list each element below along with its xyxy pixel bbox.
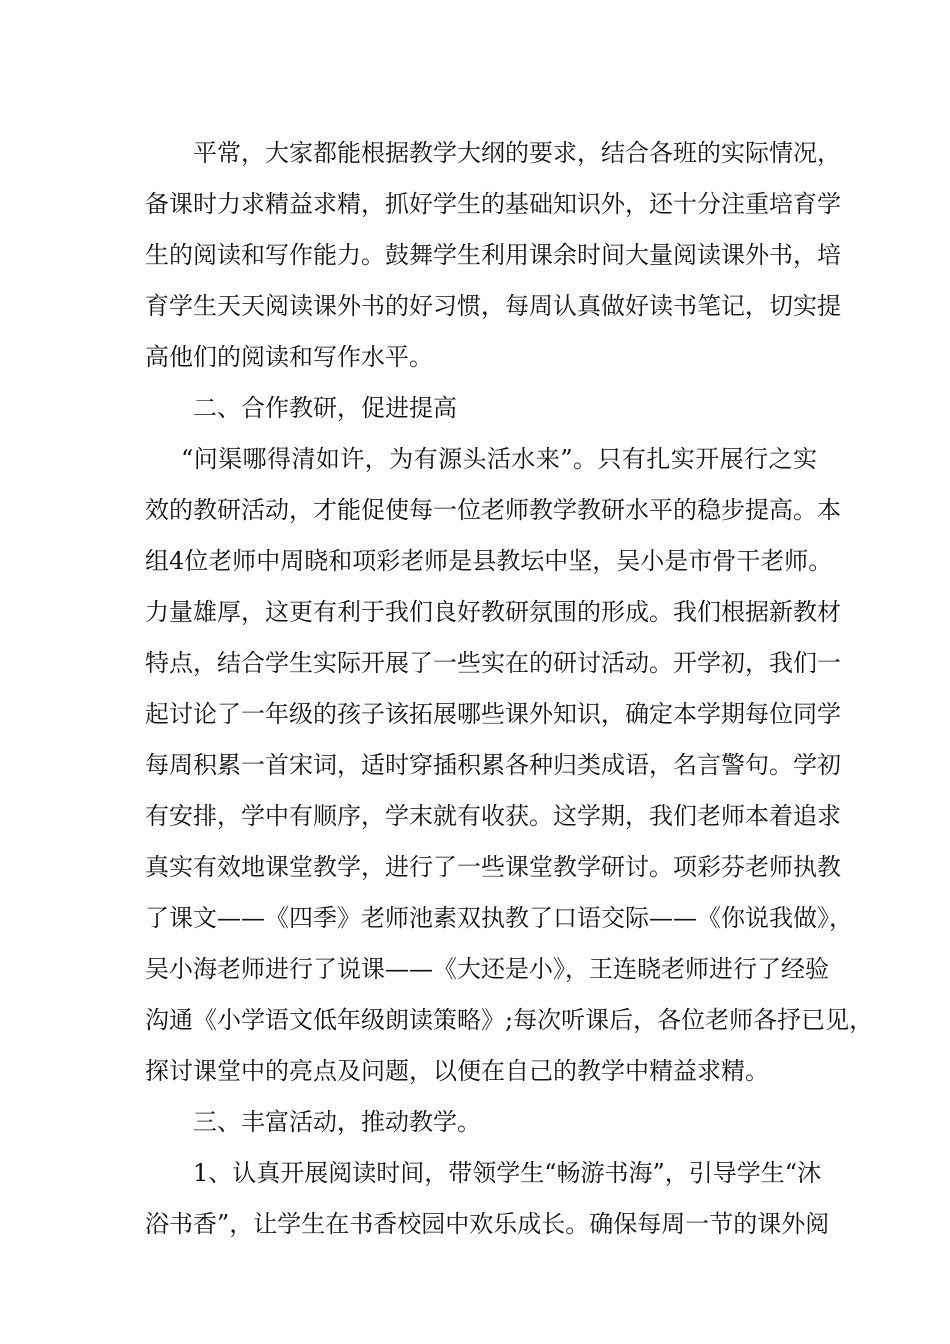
paragraph-2-line: 每周积累一首宋词，适时穿插积累各种归类成语，名言警句。学初	[145, 751, 841, 779]
paragraph-2-line: “问渠哪得清如许，为有源头活水来”。只有扎实开展行之实	[181, 445, 817, 473]
paragraph-1-line: 备课时力求精益求精，抓好学生的基础知识外，还十分注重培育学	[145, 190, 841, 218]
section-heading-3: 三、丰富活动，推动教学。	[193, 1108, 481, 1136]
paragraph-2-line: 沟通《小学语文低年级朗读策略》;每次听课后，各位老师各抒已见，	[145, 1006, 874, 1034]
section-heading-2: 二、合作教研，促进提高	[193, 394, 457, 422]
paragraph-2-line: 吴小海老师进行了说课——《大还是小》，王连晓老师进行了经验	[145, 955, 829, 983]
paragraph-3-line: 浴书香”，让学生在书香校园中欢乐成长。确保每周一节的课外阅	[145, 1210, 830, 1238]
paragraph-3-line: 1、认真开展阅读时间，带领学生“畅游书海”，引导学生“沐	[193, 1159, 822, 1187]
paragraph-1-line: 生的阅读和写作能力。鼓舞学生利用课余时间大量阅读课外书，培	[145, 241, 841, 269]
paragraph-2	[145, 434, 874, 1097]
paragraph-1-line: 平常，大家都能根据教学大纲的要求，结合各班的实际情况，	[193, 139, 841, 167]
paragraph-2-line: 组4位老师中周晓和项彩老师是县教坛中坚，吴小是市骨干老师。	[145, 547, 833, 575]
paragraph-2-line: 效的教研活动，才能促使每一位老师教学教研水平的稳步提高。本	[145, 496, 841, 524]
paragraph-2-line: 真实有效地课堂教学，进行了一些课堂教学研讨。项彩芬老师执教	[145, 853, 841, 881]
paragraph-2-line: 力量雄厚，这更有利于我们良好教研氛围的形成。我们根据新教材	[145, 598, 841, 626]
paragraph-1-line: 育学生天天阅读课外书的好习惯，每周认真做好读书笔记，切实提	[145, 292, 841, 320]
paragraph-1-line: 高他们的阅读和写作水平。	[145, 343, 433, 371]
document-body	[145, 128, 874, 1250]
paragraph-2-line: 起讨论了一年级的孩子该拓展哪些课外知识，确定本学期每位同学	[145, 700, 841, 728]
paragraph-2-line: 有安排，学中有顺序，学末就有收获。这学期，我们老师本着追求	[145, 802, 841, 830]
paragraph-2-line: 探讨课堂中的亮点及问题，以便在自己的教学中精益求精。	[145, 1057, 769, 1085]
paragraph-2-line: 了课文——《四季》老师池素双执教了口语交际——《你说我做》，	[145, 904, 853, 932]
paragraph-1	[145, 128, 841, 383]
paragraph-2-line: 特点，结合学生实际开展了一些实在的研讨活动。开学初，我们一	[145, 649, 841, 677]
paragraph-3	[145, 1148, 830, 1250]
